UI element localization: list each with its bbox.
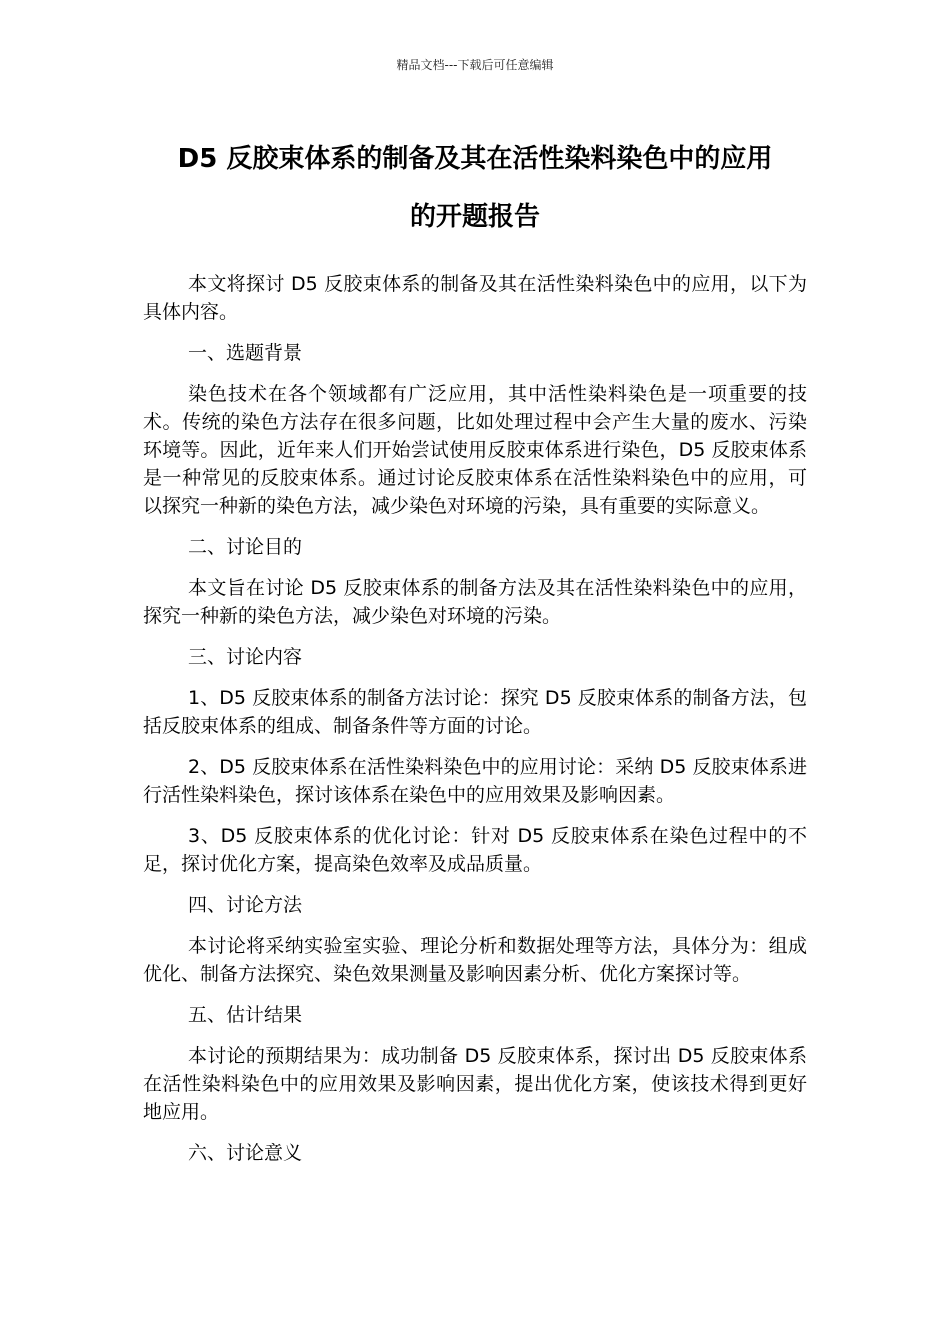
section-heading-significance: 六、讨论意义 <box>188 1142 303 1164</box>
document-title <box>125 130 825 246</box>
purpose-paragraph: 本文旨在讨论 D5 反胶束体系的制备方法及其在活性染料染色中的应用，探究一种新的染色方法，减少染色对环境的污染。 <box>143 577 807 627</box>
section-heading-results: 五、估计结果 <box>188 1004 303 1026</box>
section-heading-content: 三、讨论内容 <box>188 646 303 668</box>
background-paragraph: 染色技术在各个领域都有广泛应用，其中活性染料染色是一项重要的技术。传统的染色方法存在很多问题，比如处理过程中会产生大量的废水、污染环境等。因此，近年来人们开始尝试使用反胶束体系进行染色，D5 反胶束体系是一种常见的反胶束体系。通过讨论反胶束体系在活性染料染色中的应用，可以探究一种新的染色方法，减少染色对环境的污染，具有重要的实际意义。 <box>143 383 807 517</box>
section-heading-background: 一、选题背景 <box>188 342 303 364</box>
title-line-2: 的开题报告 <box>409 202 540 232</box>
content-item: 3、D5 反胶束体系的优化讨论：针对 D5 反胶束体系在染色过程中的不足，探讨优化方案，提高染色效率及成品质量。 <box>143 825 807 875</box>
section-heading-purpose: 二、讨论目的 <box>188 536 303 558</box>
results-paragraph: 本讨论的预期结果为：成功制备 D5 反胶束体系，探讨出 D5 反胶束体系在活性染料染色中的应用效果及影响因素，提出优化方案，使该技术得到更好地应用。 <box>143 1045 807 1123</box>
title-line-1: D5 反胶束体系的制备及其在活性染料染色中的应用 <box>177 144 773 174</box>
content-item: 1、D5 反胶束体系的制备方法讨论：探究 D5 反胶束体系的制备方法，包括反胶束体系的组成、制备条件等方面的讨论。 <box>143 687 807 737</box>
document-body <box>143 270 807 1180</box>
intro-paragraph: 本文将探讨 D5 反胶束体系的制备及其在活性染料染色中的应用，以下为具体内容。 <box>143 273 807 323</box>
section-heading-method: 四、讨论方法 <box>188 894 303 916</box>
header-note: 精品文档---下载后可任意编辑 <box>396 58 554 72</box>
method-paragraph: 本讨论将采纳实验室实验、理论分析和数据处理等方法，具体分为：组成优化、制备方法探究、染色效果测量及影响因素分析、优化方案探讨等。 <box>143 935 807 985</box>
content-item: 2、D5 反胶束体系在活性染料染色中的应用讨论：采纳 D5 反胶束体系进行活性染料染色，探讨该体系在染色中的应用效果及影响因素。 <box>143 756 807 806</box>
